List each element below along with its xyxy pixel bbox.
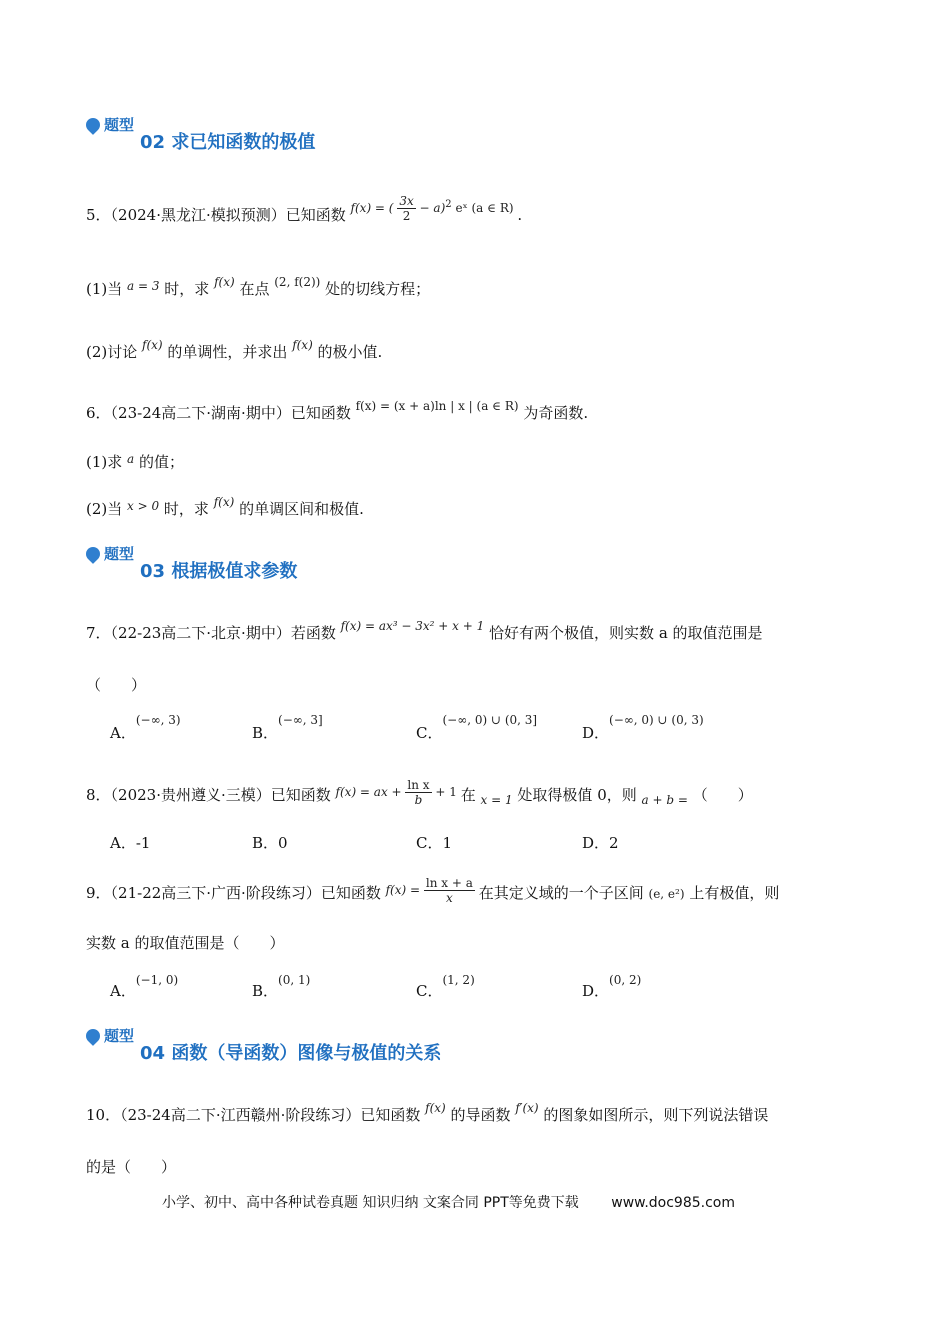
question-10-stem: 10．（23-24高二下·江西赣州·阶段练习）已知函数 $^{f(x)}$ 的导函数 $^{f'(x)}$ 的图象如图所示，则下列说法错误 [86, 1101, 769, 1124]
section-title-03: 03 根据极值求参数 [140, 561, 298, 582]
section-title-04: 04 函数（导函数）图像与极值的关系 [140, 1043, 442, 1064]
question-10-line-2: 的是（ ） [86, 1158, 177, 1176]
question-5-part-2: (2)讨论 $^{f(x)}$ 的单调性，并求出 $^{f(x)}$ 的极小值. [86, 338, 383, 361]
question-6-part-1: (1)求 $^a$ 的值； [86, 452, 184, 471]
question-9-formula: f(x) = ln x + a x [385, 876, 473, 905]
question-8-option-a[interactable]: A．-1 [110, 834, 151, 852]
question-7-option-a[interactable]: A．$^{(-\infty, 3)}$ [110, 713, 181, 742]
section-tag-label: 题型 [104, 1027, 135, 1045]
page-footer [162, 1192, 735, 1212]
section-tag-03 [86, 543, 134, 564]
question-7-option-b[interactable]: B．$^{(-\infty, 3]}$ [252, 713, 323, 742]
question-8-option-c[interactable]: C．1 [416, 834, 453, 852]
footer-url[interactable]: www.doc985.com [611, 1195, 735, 1211]
location-pin-icon [83, 544, 103, 564]
question-7-paren: （ ） [86, 676, 147, 694]
question-7-stem: 7．（22-23高二下·北京·期中）若函数 $^{f(x) = ax^3 - 3x^2 + x + 1}$ 恰好有两个极值，则实数 a 的取值范围是 [86, 619, 763, 642]
section-tag-label: 题型 [104, 545, 135, 563]
question-7-formula: f(x) = ax³ − 3x² + x + 1 [340, 619, 485, 633]
question-9-stem: 9．（21-22高三下·广西·阶段练习）已知函数 $^{f(x) = \frac{\text{ln x + a}}{x}}$ 在其定义域的一个子区间 (e, e²) 上有极值，则 [86, 876, 780, 905]
question-5-formula: f(x) = ( 3x 2 − a)2 eˣ (a ∈ R) [350, 194, 514, 223]
question-7-option-c[interactable]: C．$^{(-\infty, 0) \cup (0, 3]}$ [416, 713, 538, 742]
location-pin-icon [83, 115, 103, 135]
question-6-formula: f(x) = (x + a)ln | x | (a ∈ R) [355, 399, 519, 413]
question-7-option-d[interactable]: D．$^{(-\infty, 0) \cup (0, 3)}$ [582, 713, 704, 742]
question-9-option-b[interactable]: B．$^{(0, 1)}$ [252, 973, 311, 1000]
section-tag-04 [86, 1025, 134, 1046]
question-9-option-d[interactable]: D．$^{(0, 2)}$ [582, 973, 642, 1000]
question-8-formula: f(x) = ax + ln x b + 1 [335, 778, 457, 807]
question-6-part-2: (2)当 $^{x > 0}$ 时，求 $^{f(x)}$ 的单调区间和极值. [86, 495, 364, 518]
question-5-part-1: (1)当 $^{a = 3}$ 时，求 $^{f(x)}$ 在点 $^{(2, f(2))}$ 处的切线方程； [86, 275, 431, 298]
question-8-option-b[interactable]: B．0 [252, 834, 288, 852]
footer-text: 小学、初中、高中各种试卷真题 知识归纳 文案合同 PPT等免费下载 [162, 1195, 579, 1211]
section-tag-label: 题型 [104, 116, 135, 134]
section-tag-02 [86, 114, 134, 135]
question-8-stem: 8．（2023·贵州遵义·三模）已知函数 $^{f(x) = ax + \frac{\text{ln x}}{b} + 1}$ 在 $_{x = 1}$ 处取得极值 0，则 $_{a + b =}$ （ ） [86, 778, 753, 807]
question-5-stem: 5．（2024·黑龙江·模拟预测）已知函数 $^{f(x) = ( \frac{3x}{2} - a)^2 eˣ (a \in R)}$ . [86, 194, 523, 224]
question-9-option-a[interactable]: A．$^{(-1, 0)}$ [110, 973, 179, 1000]
section-title-02: 02 求已知函数的极值 [140, 132, 316, 153]
location-pin-icon [83, 1026, 103, 1046]
question-9-option-c[interactable]: C．$^{(1, 2)}$ [416, 973, 475, 1000]
question-9-line-2: 实数 a 的取值范围是（ ） [86, 934, 285, 952]
question-6-stem: 6．（23-24高二下·湖南·期中）已知函数 $^{f(x) = (x + a)ln | x | (a \in R)}$ 为奇函数. [86, 399, 589, 422]
question-8-option-d[interactable]: D．2 [582, 834, 619, 852]
